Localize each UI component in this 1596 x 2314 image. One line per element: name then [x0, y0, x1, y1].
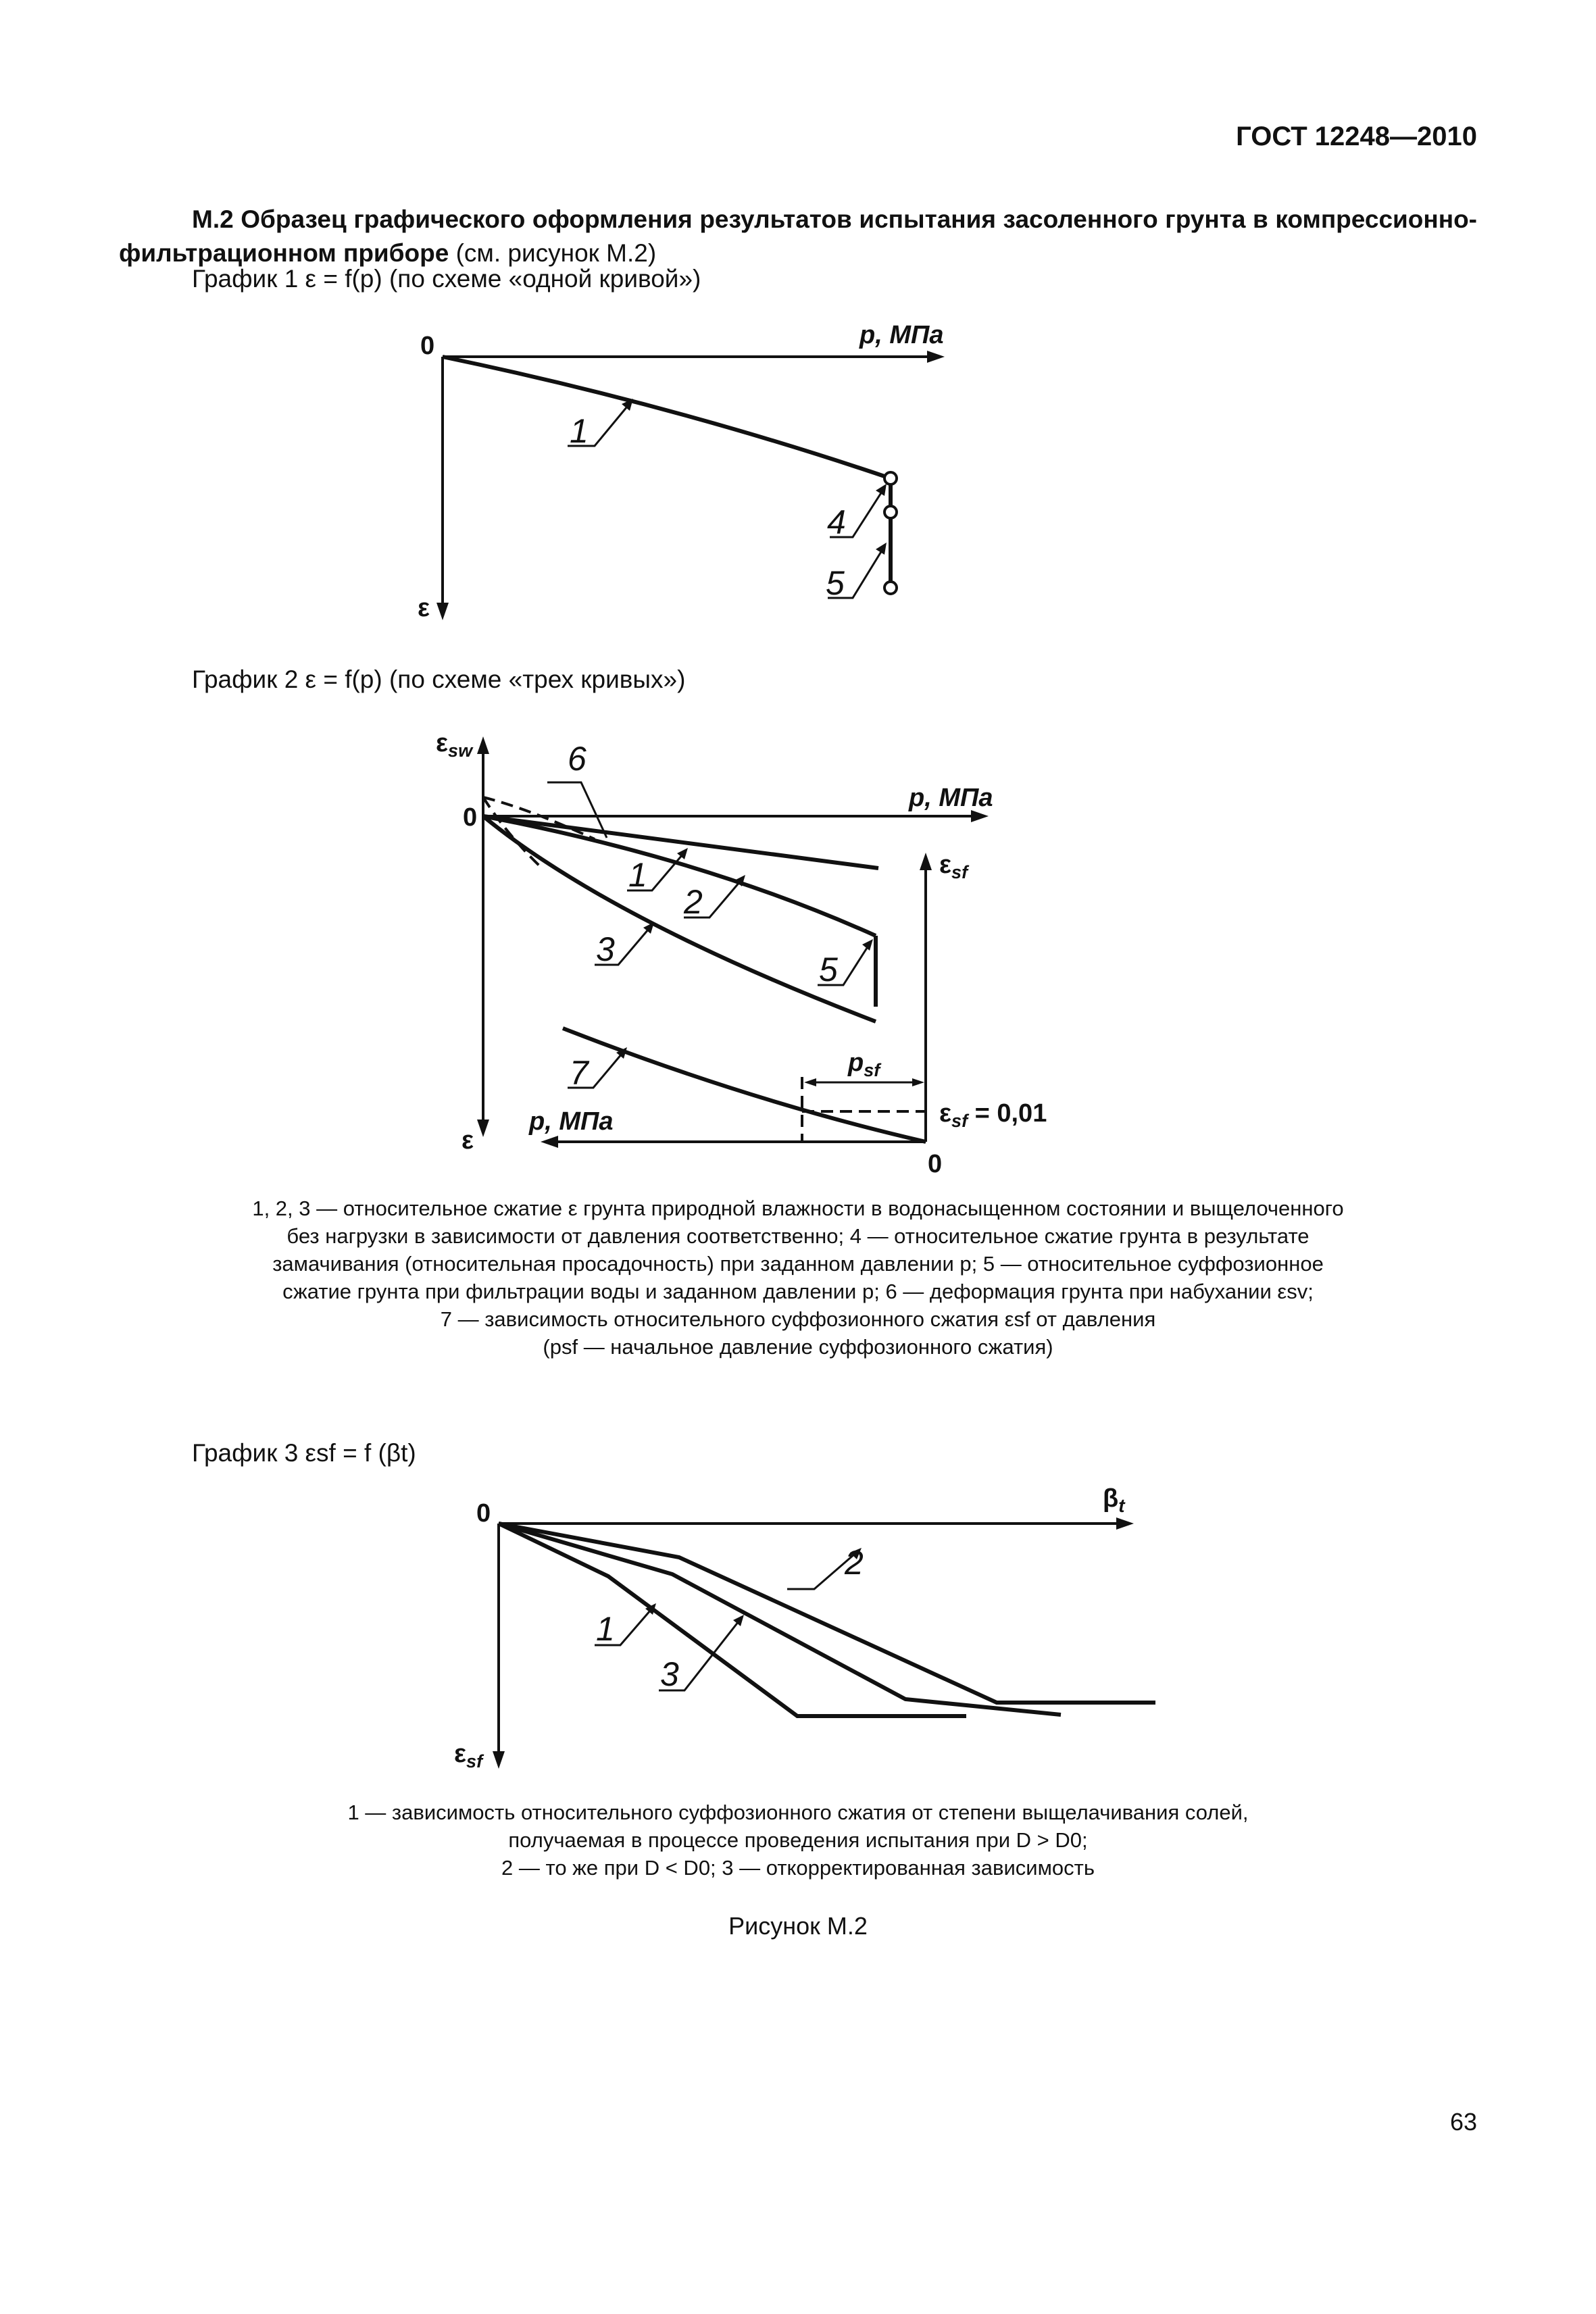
graph1-x-label: p, МПа — [859, 321, 944, 349]
graph2-curve-2 — [483, 816, 876, 936]
graph1-point — [884, 506, 897, 518]
graph2-left-arrow-icon — [541, 1136, 558, 1148]
graph2-diagram — [436, 729, 1047, 1178]
graph1-curve-label-1: 1 — [570, 412, 589, 450]
graph2-esw-label: $\varepsilon_{sw}$ — [436, 729, 473, 761]
graph3-curve-label-1: 1 — [596, 1610, 615, 1648]
section-reference: (см. рисунок М.2) — [449, 239, 657, 267]
graph3-label: График 3 εsf = f (βt) — [192, 1439, 416, 1467]
section-title: М.2 Образец графического оформления результатов испытания засоленного грунта в компрессионно-фильтрационном приборе — [119, 205, 1477, 267]
graph1-curve-label-4: 4 — [827, 503, 846, 541]
graph3-y-arrow-icon — [493, 1751, 505, 1769]
dim-arrow-icon — [912, 1078, 924, 1086]
graph3-diagram — [454, 1484, 1155, 1771]
graph2-curve-3 — [483, 816, 876, 1022]
legend3-line: 2 — то же при D < D0; 3 — откорректированная зависимость — [501, 1856, 1095, 1880]
legend2-line: без нагрузки в зависимости от давления соответственно; 4 — относительное сжатие грунта в результате — [286, 1224, 1310, 1248]
graph3-y-label: $\varepsilon_{sf}$ — [454, 1740, 483, 1771]
graph2-curve-label-6: 6 — [568, 740, 587, 778]
graph3-curve-label-3: 3 — [660, 1655, 679, 1693]
graph2-curve-label-3: 3 — [596, 930, 615, 968]
graph2-curve-label-2: 2 — [684, 883, 703, 921]
graph3-origin: 0 — [476, 1499, 491, 1528]
legend3-line: 1 — зависимость относительного суффозионного сжатия от степени выщелачивания солей, — [347, 1801, 1249, 1824]
graph2-origin: 0 — [463, 803, 478, 832]
graph3-curve-1 — [499, 1524, 966, 1716]
legend2-line: (psf — начальное давление суффозионного сжатия) — [543, 1335, 1053, 1359]
graph1-point — [884, 582, 897, 594]
legend3-line: получаемая в процессе проведения испытания при D > D0; — [508, 1828, 1088, 1852]
graph2-curve-7 — [563, 1028, 926, 1142]
graph3-curve-label-2: 2 — [845, 1544, 864, 1582]
legend2-line: 1, 2, 3 — относительное сжатие ε грунта природной влажности в водонасыщенном состоянии и выщелоченного — [252, 1197, 1344, 1220]
page-number: 63 — [1449, 2108, 1477, 2136]
graph2-label: График 2 ε = f(p) (по схеме «трех кривых») — [192, 665, 686, 693]
graph1-origin: 0 — [420, 332, 435, 360]
legend2-line: сжатие грунта при фильтрации воды и заданном давлении p; 6 — деформация грунта при набухании εsv; — [282, 1280, 1314, 1303]
graph2-curve-6b — [483, 797, 541, 867]
graph2-y-label: ε — [462, 1126, 474, 1155]
graph2-x-label-bottom: p, МПа — [529, 1107, 614, 1136]
graph3-curve-3 — [499, 1524, 1061, 1715]
graph2-down-arrow-icon — [477, 1120, 489, 1137]
graph1-curve-label-5: 5 — [826, 564, 845, 602]
standard-header: ГОСТ 12248—2010 — [1236, 122, 1477, 151]
graph2-right-up-arrow-icon — [920, 853, 932, 870]
leader-arrow-icon — [733, 1615, 744, 1626]
leader-arrow-icon — [862, 939, 873, 951]
graph2-psf-label: $p_{sf}$ — [848, 1049, 880, 1080]
graph2-up-arrow-icon — [477, 736, 489, 754]
graph2-x-label-top: p, МПа — [909, 784, 993, 812]
graph3-x-label: $\beta_t$ — [1103, 1484, 1125, 1516]
graph2-curve-label-5: 5 — [819, 951, 838, 988]
graph1-x-arrow-icon — [927, 351, 945, 363]
dim-arrow-icon — [804, 1078, 816, 1086]
graph2-curve-label-7: 7 — [570, 1054, 589, 1092]
graph2-esf-label: $\varepsilon_{sf}$ — [939, 851, 968, 882]
graph1-point — [884, 472, 897, 484]
figure-caption: Рисунок М.2 — [728, 1912, 868, 1940]
legend2-line: 7 — зависимость относительного суффозионного сжатия εsf от давления — [440, 1307, 1156, 1331]
graph1-y-label: ε — [418, 594, 430, 622]
graph1-label: График 1 ε = f(p) (по схеме «одной кривой») — [192, 265, 701, 293]
graph1-diagram — [418, 321, 945, 622]
graph2-curve-label-1: 1 — [628, 856, 647, 894]
graph2-origin2: 0 — [928, 1150, 943, 1178]
graph1-curve-1 — [443, 357, 891, 478]
graph1-y-arrow-icon — [437, 603, 449, 620]
legend2-line: замачивания (относительная просадочность) при заданном давлении p; 5 — относительное суффозионное — [272, 1252, 1324, 1276]
graph2-threshold-label: $\varepsilon_{sf} = 0,01$ — [939, 1099, 1047, 1131]
graph3-x-arrow-icon — [1116, 1517, 1134, 1530]
